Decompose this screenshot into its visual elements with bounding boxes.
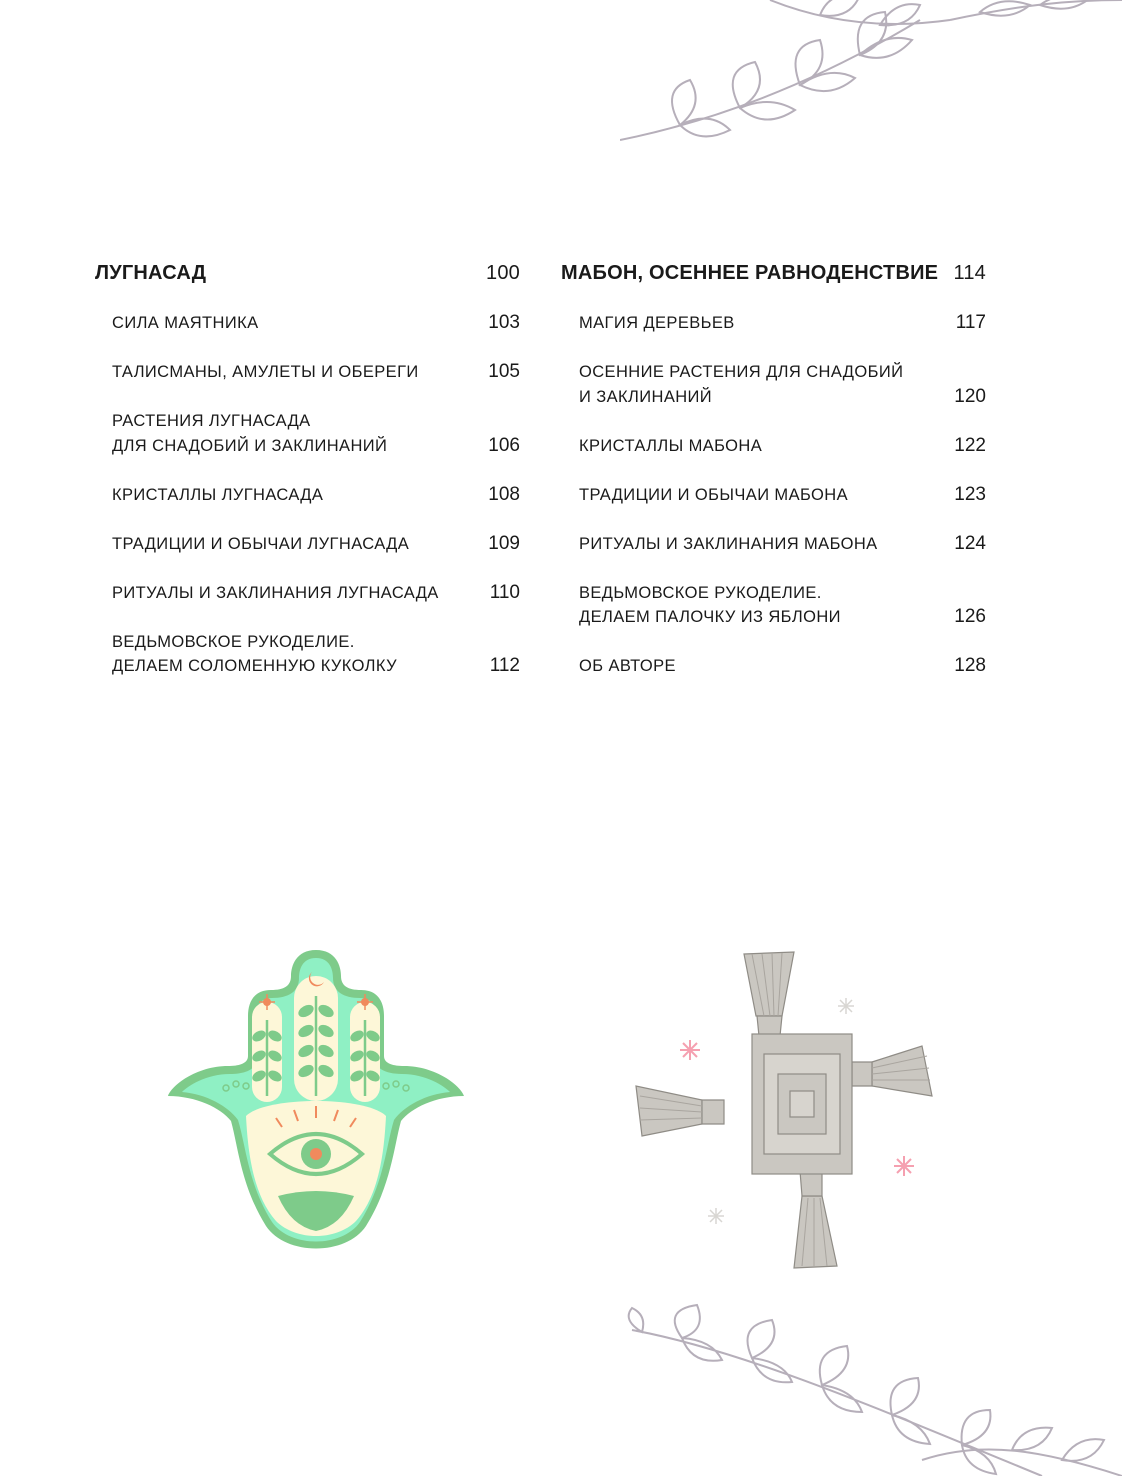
section-page: 114 xyxy=(953,262,986,284)
leaf-branch-top-icon xyxy=(620,0,1122,150)
toc-section-heading[interactable] xyxy=(95,262,520,288)
toc-entry[interactable] xyxy=(561,360,986,409)
toc-entry-title: КРИСТАЛЛЫ ЛУГНАСАДА xyxy=(112,485,324,504)
toc-entry-page: 105 xyxy=(488,361,520,382)
toc-entry-title: ОБ АВТОРЕ xyxy=(579,657,676,675)
toc-entry[interactable] xyxy=(95,630,520,679)
brigid-cross-icon xyxy=(632,946,972,1276)
toc-entry[interactable] xyxy=(561,654,986,679)
toc-entry-page: 128 xyxy=(954,655,986,676)
section-title: МАБОН, ОСЕННЕЕ РАВНОДЕНСТВИЕ xyxy=(561,262,939,284)
leaf-branch-bottom-icon xyxy=(622,1300,1122,1476)
toc-entry-title: ТРАДИЦИИ И ОБЫЧАИ ЛУГНАСАДА xyxy=(112,534,410,553)
toc-entry-title: ВЕДЬМОВСКОЕ РУКОДЕЛИЕ. ДЕЛАЕМ СОЛОМЕННУЮ КУКОЛКУ xyxy=(112,632,397,675)
toc-entry-title: ТРАДИЦИИ И ОБЫЧАИ МАБОНА xyxy=(579,485,848,504)
toc-entry[interactable] xyxy=(95,311,520,336)
toc-entry[interactable] xyxy=(561,311,986,336)
toc-entry-page: 108 xyxy=(488,483,520,505)
toc-entry[interactable] xyxy=(95,360,520,385)
toc-entry-page: 123 xyxy=(954,483,986,505)
toc-entry-page: 109 xyxy=(488,532,520,554)
toc-entry[interactable] xyxy=(561,483,986,508)
toc-entry-page: 117 xyxy=(955,312,986,333)
toc-entry-page: 110 xyxy=(489,581,520,603)
toc-entry-title: РАСТЕНИЯ ЛУГНАСАДА ДЛЯ СНАДОБИЙ И ЗАКЛИНАНИЙ xyxy=(112,412,388,455)
section-title: ЛУГНАСАД xyxy=(95,262,207,284)
toc-entry-page: 103 xyxy=(488,312,520,333)
toc-entry-page: 112 xyxy=(489,655,520,676)
section-page: 100 xyxy=(486,262,520,284)
toc-entry-page: 126 xyxy=(954,606,986,627)
toc-entry-title: СИЛА МАЯТНИКА xyxy=(112,314,259,332)
toc-column-lughnasadh xyxy=(95,262,520,703)
toc-entry[interactable] xyxy=(95,532,520,557)
hamsa-hand-icon xyxy=(166,946,466,1268)
toc-entry[interactable] xyxy=(95,581,520,606)
toc-entry-page: 124 xyxy=(954,532,986,554)
toc-entry-title: ВЕДЬМОВСКОЕ РУКОДЕЛИЕ. ДЕЛАЕМ ПАЛОЧКУ ИЗ ЯБЛОНИ xyxy=(579,583,841,626)
toc-entry-title: КРИСТАЛЛЫ МАБОНА xyxy=(579,436,763,455)
toc-entry[interactable] xyxy=(95,409,520,458)
toc-entry-page: 120 xyxy=(954,385,986,407)
toc-entry-title: ТАЛИСМАНЫ, АМУЛЕТЫ И ОБЕРЕГИ xyxy=(112,363,419,381)
toc-entry[interactable] xyxy=(561,581,986,630)
toc-entry-page: 122 xyxy=(954,434,986,456)
toc-entry-title: РИТУАЛЫ И ЗАКЛИНАНИЯ МАБОНА xyxy=(579,534,878,553)
toc-entry-page: 106 xyxy=(488,434,520,456)
toc-entry[interactable] xyxy=(95,483,520,508)
toc-entry-title: МАГИЯ ДЕРЕВЬЕВ xyxy=(579,314,735,332)
toc-entry-title: ОСЕННИЕ РАСТЕНИЯ ДЛЯ СНАДОБИЙ И ЗАКЛИНАНИЙ xyxy=(579,363,904,406)
toc-column-mabon xyxy=(561,262,986,703)
toc-entry-title: РИТУАЛЫ И ЗАКЛИНАНИЯ ЛУГНАСАДА xyxy=(112,583,439,602)
toc-section-heading[interactable] xyxy=(561,262,986,288)
toc-entry[interactable] xyxy=(561,532,986,557)
toc-entry[interactable] xyxy=(561,434,986,459)
